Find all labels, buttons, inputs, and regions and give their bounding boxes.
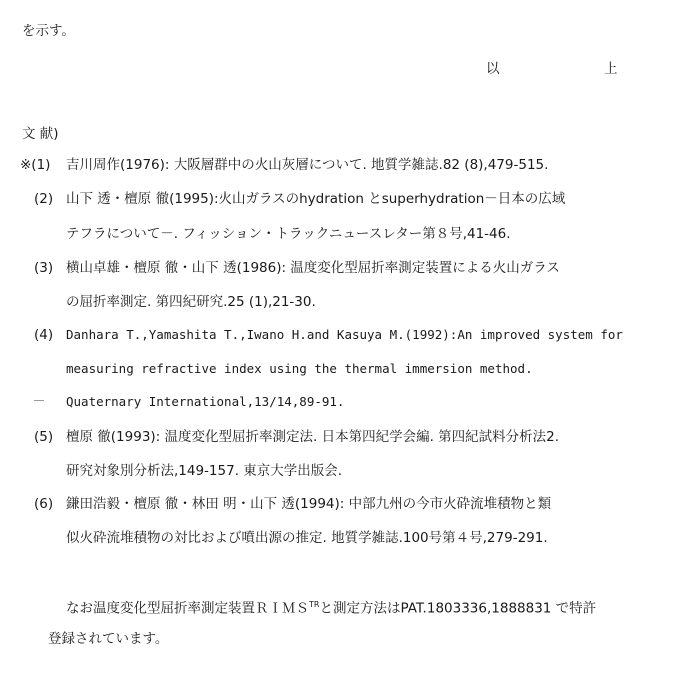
reference-3-line-1: 横山卓雄・檀原 徹・山下 透(1986): 温度変化型屈折率測定装置による火山ガラス	[66, 260, 560, 276]
reference-6-line-2: 似火砕流堆積物の対比および噴出源の推定. 地質学雑誌.100号第４号,279-291.	[66, 530, 548, 546]
reference-marker-6: (6)	[34, 496, 54, 512]
reference-marker-5: (5)	[34, 429, 54, 445]
top-line: を示す。	[22, 23, 75, 39]
reference-4-line-2: measuring refractive index using the thermal immersion method.	[66, 361, 533, 376]
patent-note-line-1	[66, 596, 596, 618]
reference-2-line-2: テフラについて－. フィッション・トラックニュースレター第８号,41-46.	[66, 226, 511, 242]
reference-4-line-3: Quaternary International,13/14,89-91.	[66, 394, 345, 409]
reference-3-line-2: の屈折率測定. 第四紀研究.25 (1),21-30.	[66, 294, 316, 310]
patent-note-line-2: 登録されています。	[48, 631, 169, 647]
margin-mark	[34, 400, 44, 401]
closing-left: 以	[486, 61, 500, 77]
reference-1-line-1: 吉川周作(1976): 大阪層群中の火山灰層について. 地質学雑誌.82 (8),479-515.	[66, 157, 549, 173]
reference-5-line-1: 檀原 徹(1993): 温度変化型屈折率測定法. 日本第四紀学会編. 第四紀試料分析法2.	[66, 429, 560, 445]
reference-6-line-1: 鎌田浩毅・檀原 徹・林田 明・山下 透(1994): 中部九州の今市火砕流堆積物と類	[66, 496, 552, 512]
reference-marker-1: ※(1)	[20, 157, 51, 173]
reference-5-line-2: 研究対象別分析法,149-157. 東京大学出版会.	[66, 463, 343, 479]
reference-marker-2: (2)	[34, 191, 54, 207]
closing-right: 上	[604, 61, 618, 77]
reference-marker-4: (4)	[34, 327, 54, 343]
patent-note-text-2: と測定方法はPAT.1803336,1888831 で特許	[319, 600, 597, 617]
reference-marker-3: (3)	[34, 260, 54, 276]
patent-note-text-1: なお温度変化型屈折率測定装置ＲＩＭＳ	[66, 600, 309, 617]
trademark-superscript: TR	[309, 600, 320, 609]
references-heading: 文 献)	[22, 126, 59, 142]
reference-4-line-1: Danhara T.,Yamashita T.,Iwano H.and Kasuya M.(1992):An improved system for	[66, 327, 623, 342]
reference-2-line-1: 山下 透・檀原 徹(1995):火山ガラスのhydration とsuperhydration－日本の広域	[66, 191, 566, 207]
